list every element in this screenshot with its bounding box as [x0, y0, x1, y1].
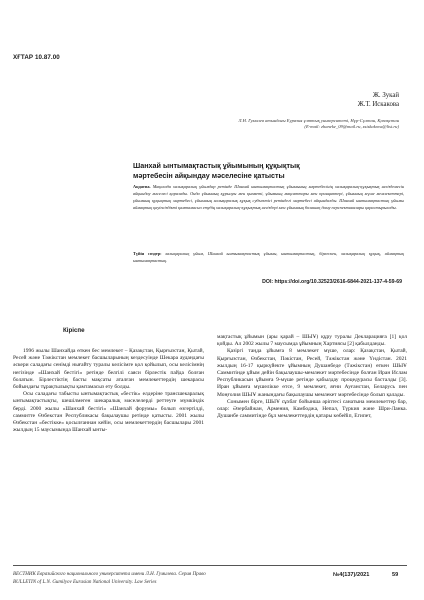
keywords-text: халықаралық ұйым, Шанхай ынтымақтастық ұйымы, ынтымақтастық, бірлескен, халықаралық құқық, аймақтық ынтымақтастық.	[133, 251, 404, 263]
journal-name-line: ВЕСТНИК Евразийского национального университета имени Л.Н. Гумилева. Серия Право	[13, 572, 206, 577]
body-paragraph: Қазіргі таңда ұйымға 8 мемлекет мүше, олар: Қазақстан, Қытай, Қырғызстан, Өзбекстан, Пәкістан, Ресей, Тәжікстан және Үндістан. 2021 жылдың 16-17 қыркүйекте ұйымның Душанбеде (Тәжікстан) өткен ШЫҰ Саммитінде ұйым дейін бақылаушы-мемлекет мәртебесінде болған Иран Ислам Республикасын ұйымға 9-мүше ретінде қабылдау процедурасы басталды [3]. Иран ұйымға мүшелікке өтсе, 9 мемлекет, яғни Ауғанстан, Беларусь пен Моңғолия ШЫҰ жанындағы бақылаушы мемлекет мәртебесінде болып қалады.	[217, 348, 407, 398]
abstract	[133, 184, 404, 212]
affiliation-org: Л.Н. Гумилев атындағы Еуразия ұлттық университеті, Нұр-Сұлтан, Қазақстан	[238, 118, 399, 123]
classification-code: ХҒТАР 10.87.00	[13, 54, 60, 61]
keywords-label: Түйін сөздер:	[133, 251, 162, 256]
abstract-label: Аңдатпа.	[133, 184, 151, 189]
body-paragraph: 1996 жылы Шанхайда өткен бес мемлекет – Қазақстан, Қырғызстан, Қытай, Ресей және Тәжікстан мемлекет басшыларының кездесуінде Шекара аудандағы әскери саладағы сенімді нығайту туралы келісімге қол қойылып, осы келісімнің негізінде «Шанхай бестігі» ретінде белгілі саяси бірлестік пайда болған болатын. Бірлестіктің басты мақсаты аталған мемлекеттердің шекарасы бойындағы тұрақтылықты қамтамасыз ету болды.	[13, 348, 204, 391]
title-line: мәртебесін айқындау мәселесіне қатысты	[133, 170, 285, 180]
body-paragraph: Сонымен бірге, ШЫҰ сұхбат бойынша әріптесі санатына мемлекеттер бар, олар: Әзербайжан, Армения, Камбоджа, Непал, Түркия және Шри-Ланка. Душанбе саммитінде бұл мемлекеттердің қатары көбейіп, Египет,	[217, 398, 407, 420]
affiliation-email: (E-mail: zhaneke_09@mail.ru, zsiskakova@list.ru)	[304, 124, 399, 129]
journal-name	[13, 571, 206, 587]
author-name: Ж.Т. Искакова	[357, 101, 399, 108]
footer-divider	[13, 565, 407, 566]
issue-number: №4(137)/2021	[333, 572, 370, 578]
section-heading-introduction: Кіріспе	[63, 327, 85, 334]
authors-block	[358, 91, 399, 109]
page-number: 59	[392, 572, 399, 578]
keywords	[133, 251, 404, 265]
title-line: Шанхай ынтымақтастық ұйымының құқықтық	[133, 161, 300, 170]
body-column-right	[217, 334, 407, 420]
body-column-left	[13, 348, 204, 434]
journal-name-line: BULLETIN of L.N. Gumilyov Eurasian National University. Law Series	[13, 580, 157, 585]
abstract-text: Мақалада халықаралық ұйымдар ретінде Шанхай ынтымақтастық ұйымының мәртебесінің халықаралық-құқықтық негіздемесін айқындау мәселесі қаралады. Онда ұйымның құрылуы мен қызметі, ұйымның мақсаттары мен принциптері, ұйымның мүше мемлекеттері, ұйымның құқықтық мәртебесі, ұйымның халықаралық құқық субъектісі ретіндегі мәртебесі айқындалды. Шанхай ынтымақтастық ұйымы аймақтық қауіпсіздікті қамтамасыз етудің халықаралық-құқықтық негіздері мен ұйымның болашақ даму перспективалары қарастырылады.	[133, 184, 404, 210]
body-paragraph: мақтастық ұйымын (ары қарай – ШЫҰ) құру туралы Декларацияға [1] қол қойды. Ал 2002 жылы 7 маусымда ұйымның Хартиясы [2] қабылданды.	[217, 334, 407, 348]
author-name: Ж. Зукай	[372, 92, 399, 99]
article-title	[133, 161, 393, 180]
doi-link[interactable]: DOI: https://doi.org/10.32523/2616-6844-2021-137-4-59-69	[262, 279, 402, 285]
body-paragraph: Осы саладағы табысты ынтымақтастық «бестік» елдеріне трансшекаралық ынтымақтастықты, шешілмеген шекаралық мәселелерді реттеуге мүмкіндік берді. 2000 жылы «Шанхай бестігі» «Шанхай форумы» болып өзгертілді, саммитте Өзбекстан Республикасы бақылаушы ретінде қатысты. 2001 жылы Өзбекстан «бестікке» қосылғаннан кейін, осы мемлекеттердің басшылары 2001 жылдың 15 маусымында Шанхай ынты-	[13, 391, 204, 434]
affiliation-block	[238, 118, 399, 130]
